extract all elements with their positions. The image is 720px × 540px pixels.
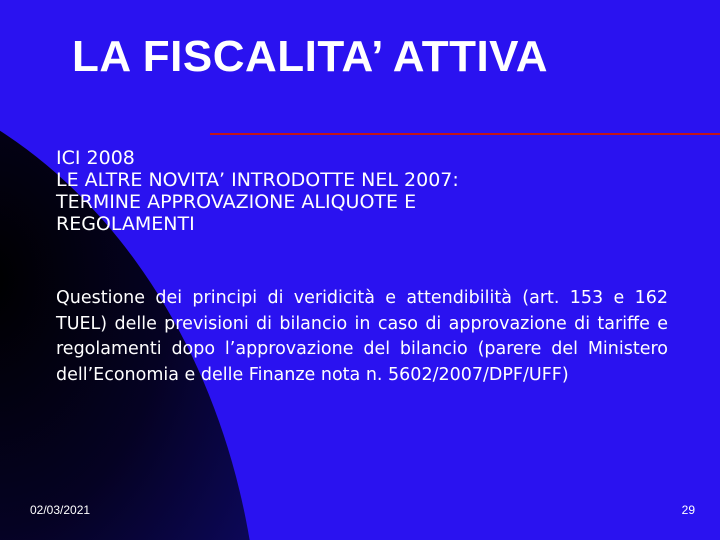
page-number: 29 bbox=[681, 503, 695, 517]
slide-title: LA FISCALITA’ ATTIVA bbox=[72, 32, 549, 81]
heading-block bbox=[56, 147, 656, 235]
title-divider-line bbox=[210, 133, 720, 135]
heading-line: REGOLAMENTI bbox=[56, 213, 195, 235]
heading-line: ICI 2008 bbox=[56, 147, 135, 169]
heading-line: TERMINE APPROVAZIONE ALIQUOTE E bbox=[56, 191, 417, 213]
heading-line: LE ALTRE NOVITA’ INTRODOTTE NEL 2007: bbox=[56, 169, 459, 191]
footer-date: 02/03/2021 bbox=[30, 503, 91, 517]
body-paragraph: Questione dei principi di veridicità e attendibilità (art. 153 e 162 TUEL) delle previsioni di bilancio in caso di approvazione di tariffe e regolamenti dopo l’approvazione del bilancio (parere del Ministero dell’Economia e delle Finanze nota n. 5602/2007/DPF/UFF) bbox=[56, 288, 668, 385]
